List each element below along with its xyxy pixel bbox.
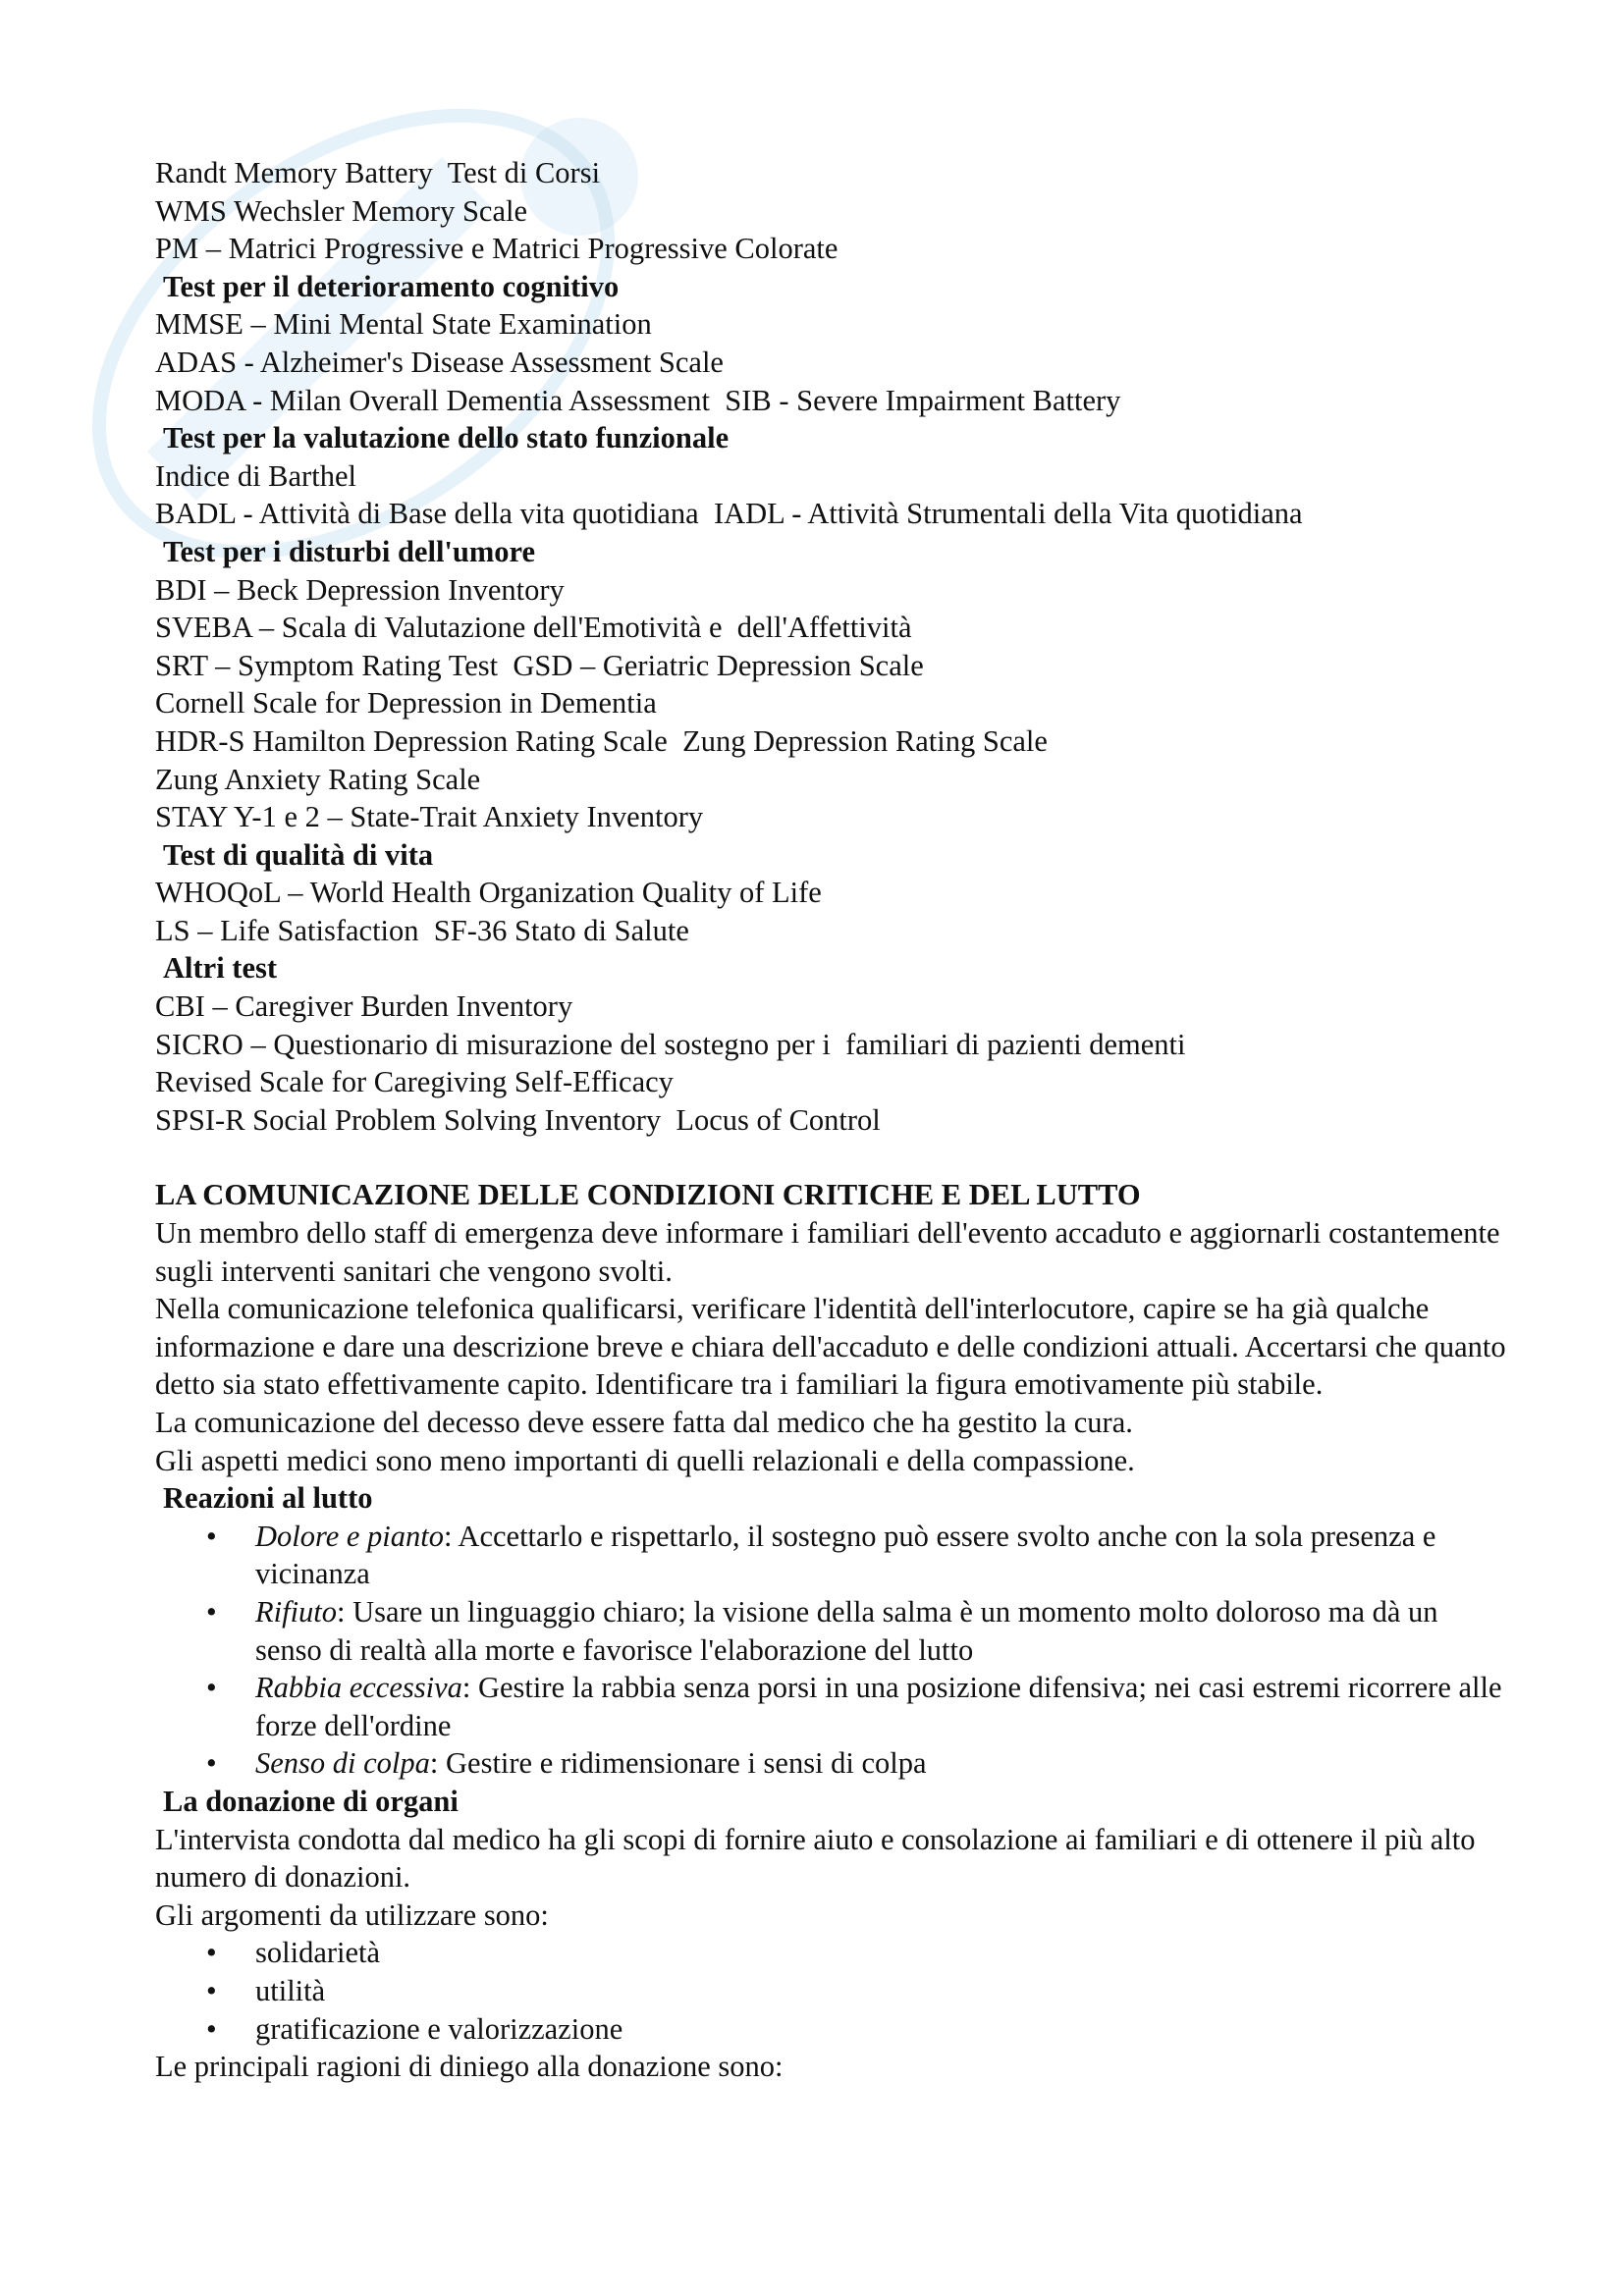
closing-line: Le principali ragioni di diniego alla donazione sono:	[155, 2050, 784, 2084]
reaction-term: Rabbia eccessiva	[255, 1671, 462, 1705]
lutto-heading: Reazioni al lutto	[163, 1481, 373, 1516]
lutto-reactions-list	[155, 1518, 1510, 1783]
test-list-item: Zung Anxiety Rating Scale	[155, 762, 481, 796]
bullet-icon: •	[206, 1519, 217, 1553]
section-title: LA COMUNICAZIONE DELLE CONDIZIONI CRITICHE E DEL LUTTO	[155, 1178, 1141, 1212]
reaction-description: : Gestire e ridimensionare i sensi di colpa	[429, 1746, 927, 1781]
test-category-heading: Test di qualità di vita	[163, 837, 434, 872]
test-list-item: MMSE – Mini Mental State Examination	[155, 307, 652, 342]
document-page	[155, 154, 1510, 2086]
argomento-text: gratificazione e valorizzazione	[255, 2011, 623, 2046]
list-item	[155, 1669, 1510, 1744]
list-item	[155, 2010, 1510, 2049]
test-category-heading: Test per il deterioramento cognitivo	[163, 269, 620, 303]
argomento-text: utilità	[255, 1973, 326, 2007]
bullet-icon: •	[206, 1746, 217, 1781]
paragraph: Gli aspetti medici sono meno importanti di quelli relazionali e della compassione.	[155, 1443, 1135, 1477]
reaction-term: Senso di colpa	[255, 1746, 430, 1781]
tests-list	[155, 154, 1510, 1139]
test-list-item: HDR-S Hamilton Depression Rating Scale Zung Depression Rating Scale	[155, 723, 1048, 758]
test-list-item: Indice di Barthel	[155, 458, 356, 493]
test-list-item: Cornell Scale for Depression in Dementia	[155, 686, 657, 721]
test-list-item: Randt Memory Battery Test di Corsi	[155, 156, 601, 189]
bullet-icon: •	[206, 1671, 217, 1705]
paragraph: Gli argomenti da utilizzare sono:	[155, 1897, 549, 1932]
test-list-item: SICRO – Questionario di misurazione del sostegno per i familiari di pazienti dementi	[155, 1027, 1186, 1061]
paragraph: La comunicazione del decesso deve essere fatta dal medico che ha gestito la cura.	[155, 1406, 1133, 1439]
test-list-item: SVEBA – Scala di Valutazione dell'Emotività e dell'Affettività	[155, 611, 912, 645]
reaction-description: : Accettarlo e rispettarlo, il sostegno può essere svolto anche con la sola presenza e vicinanza	[255, 1519, 1436, 1591]
test-category-heading: Altri test	[163, 951, 278, 986]
list-item	[155, 1934, 1510, 1972]
test-list-item: SRT – Symptom Rating Test GSD – Geriatric Depression Scale	[155, 648, 924, 682]
list-item	[155, 1518, 1510, 1593]
argomento-text: solidarietà	[255, 1936, 381, 1970]
reaction-description: : Gestire la rabbia senza porsi in una posizione difensiva; nei casi estremi ricorrere alle forze dell'ordine	[255, 1671, 1502, 1742]
test-list-item: MODA - Milan Overall Dementia Assessment SIB - Severe Impairment Battery	[155, 383, 1121, 417]
test-list-item: Revised Scale for Caregiving Self-Efficacy	[155, 1065, 674, 1099]
test-list-item: WMS Wechsler Memory Scale	[155, 193, 527, 228]
section-paragraphs	[155, 1214, 1510, 1479]
reaction-description: : Usare un linguaggio chiaro; la visione della salma è un momento molto doloroso ma dà un senso di realtà alla morte e favorisce l'elaborazione del lutto	[255, 1594, 1438, 1667]
bullet-icon: •	[206, 1936, 217, 1970]
test-category-heading: Test per la valutazione dello stato funzionale	[163, 421, 730, 455]
reaction-term: Rifiuto	[255, 1594, 338, 1629]
donazione-paragraphs	[155, 1821, 1510, 1935]
test-list-item: SPSI-R Social Problem Solving Inventory Locus of Control	[155, 1102, 881, 1137]
test-list-item: BADL - Attività di Base della vita quotidiana IADL - Attività Strumentali della Vita quotidiana	[155, 497, 1303, 531]
list-item	[155, 1593, 1510, 1669]
reaction-term: Dolore e pianto	[255, 1519, 445, 1553]
list-item	[155, 1744, 1510, 1783]
test-list-item: CBI – Caregiver Burden Inventory	[155, 989, 573, 1024]
test-category-heading: Test per i disturbi dell'umore	[163, 534, 536, 568]
test-list-item: BDI – Beck Depression Inventory	[155, 572, 565, 607]
paragraph: Nella comunicazione telefonica qualificarsi, verificare l'identità dell'interlocutore, capire se ha già qualche informazione e dare una descrizione breve e chiara dell'accaduto e delle condizioni attuali. Accertarsi che quanto detto sia stato effettivamente capito. Identificare tra i familiari la figura emotivamente più stabile.	[155, 1292, 1506, 1402]
test-list-item: STAY Y-1 e 2 – State-Trait Anxiety Inventory	[155, 800, 704, 834]
bullet-icon: •	[206, 1973, 217, 2007]
donazione-heading: La donazione di organi	[163, 1784, 459, 1818]
paragraph: Un membro dello staff di emergenza deve informare i familiari dell'evento accaduto e aggiornarli costantemente sugli interventi sanitari che vengono svolti.	[155, 1216, 1500, 1288]
bullet-icon: •	[206, 1594, 217, 1629]
test-list-item: WHOQoL – World Health Organization Quality of Life	[155, 876, 822, 910]
test-list-item: ADAS - Alzheimer's Disease Assessment Scale	[155, 345, 724, 379]
test-list-item: PM – Matrici Progressive e Matrici Progressive Colorate	[155, 232, 839, 266]
paragraph: L'intervista condotta dal medico ha gli scopi di fornire aiuto e consolazione ai familiari e di ottenere il più alto numero di donazioni.	[155, 1822, 1476, 1895]
bullet-icon: •	[206, 2011, 217, 2046]
argomenti-list	[155, 1934, 1510, 2048]
test-list-item: LS – Life Satisfaction SF-36 Stato di Salute	[155, 913, 689, 947]
list-item	[155, 1972, 1510, 2010]
